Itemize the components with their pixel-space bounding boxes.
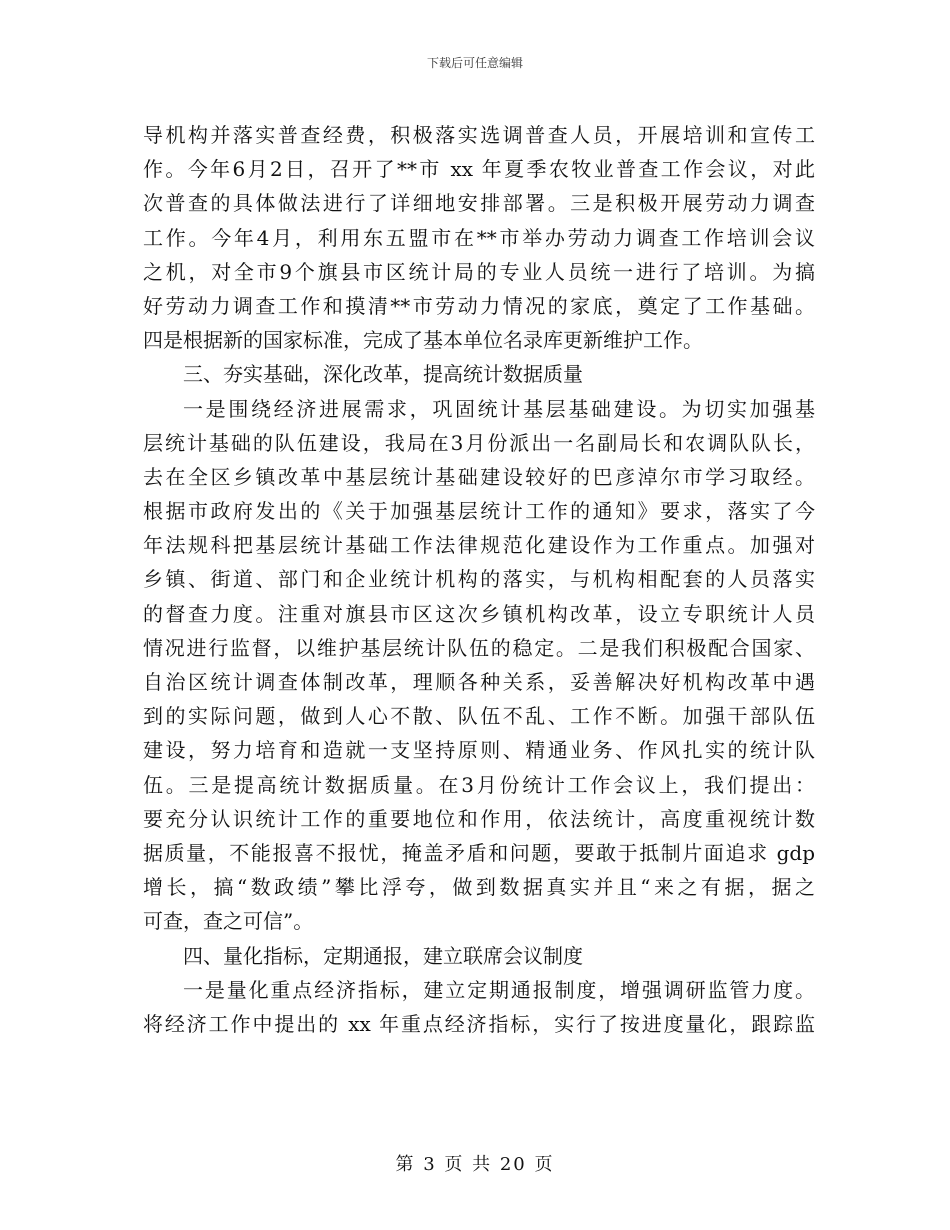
text-line: 据质量，不能报喜不报忧，掩盖矛盾和问题，要敢于抵制片面追求 gdp [143,840,815,865]
text-line: 之机，对全市9个旗县市区统计局的专业人员统一进行了培训。为搞 [143,259,815,284]
text-line: 根据市政府发出的《关于加强基层统计工作的通知》要求，落实了今 [143,499,815,524]
text-line: 四、量化指标，定期通报，建立联席会议制度 [183,943,583,968]
text-line: 一是围绕经济进展需求，巩固统计基层基础建设。为切实加强基 [183,396,815,421]
text-line: 自治区统计调查体制改革，理顺各种关系，妥善解决好机构改革中遇 [143,670,815,694]
text-line: 到的实际问题，做到人心不散、队伍不乱、工作不断。加强干部队伍 [143,704,815,729]
page-header: 下载后可任意编辑 [426,56,523,70]
text-line: 作。今年6月2日，召开了**市 xx 年夏季农牧业普查工作会议，对此 [143,157,815,182]
text-line: 次普查的具体做法进行了详细地安排部署。三是积极开展劳动力调查 [143,191,815,216]
text-line: 工作。今年4月，利用东五盟市在**市举办劳动力调查工作培训会议 [143,225,815,250]
text-line: 的督查力度。注重对旗县市区这次乡镇机构改革，设立专职统计人员 [143,601,815,626]
text-line: 增长，搞“数政绩”攀比浮夸，做到数据真实并且“来之有据，据之 [143,875,815,900]
page-footer: 第 3 页 共 20 页 [395,1154,555,1175]
text-line: 一是量化重点经济指标，建立定期通报制度，增强调研监管力度。 [183,977,815,1002]
text-line: 乡镇、街道、部门和企业统计机构的落实，与机构相配套的人员落实 [143,567,815,592]
text-line: 好劳动力调查工作和摸清**市劳动力情况的家底，奠定了工作基础。 [143,293,815,318]
text-line: 可查，查之可信”。 [143,909,314,934]
text-line: 要充分认识统计工作的重要地位和作用，依法统计，高度重视统计数 [143,806,815,831]
text-line: 导机构并落实普查经费，积极落实选调普查人员，开展培训和宣传工 [143,123,815,147]
text-line: 三、夯实基础，深化改革，提高统计数据质量 [183,362,583,387]
document-body [143,118,815,1041]
text-line: 去在全区乡镇改革中基层统计基础建设较好的巴彦淖尔市学习取经。 [143,464,815,489]
text-line: 将经济工作中提出的 xx 年重点经济指标，实行了按进度量化，跟踪监 [143,1011,815,1036]
text-line: 伍。三是提高统计数据质量。在3月份统计工作会议上，我们提出： [143,772,815,797]
text-line: 四是根据新的国家标准，完成了基本单位名录库更新维护工作。 [143,328,703,353]
text-line: 年法规科把基层统计基础工作法律规范化建设作为工作重点。加强对 [143,533,815,558]
text-line: 层统计基础的队伍建设，我局在3月份派出一名副局长和农调队队长， [143,430,815,455]
text-line: 情况进行监督，以维护基层统计队伍的稳定。二是我们积极配合国家、 [143,635,815,660]
text-line: 建设，努力培育和造就一支坚持原则、精通业务、作风扎实的统计队 [143,738,815,763]
